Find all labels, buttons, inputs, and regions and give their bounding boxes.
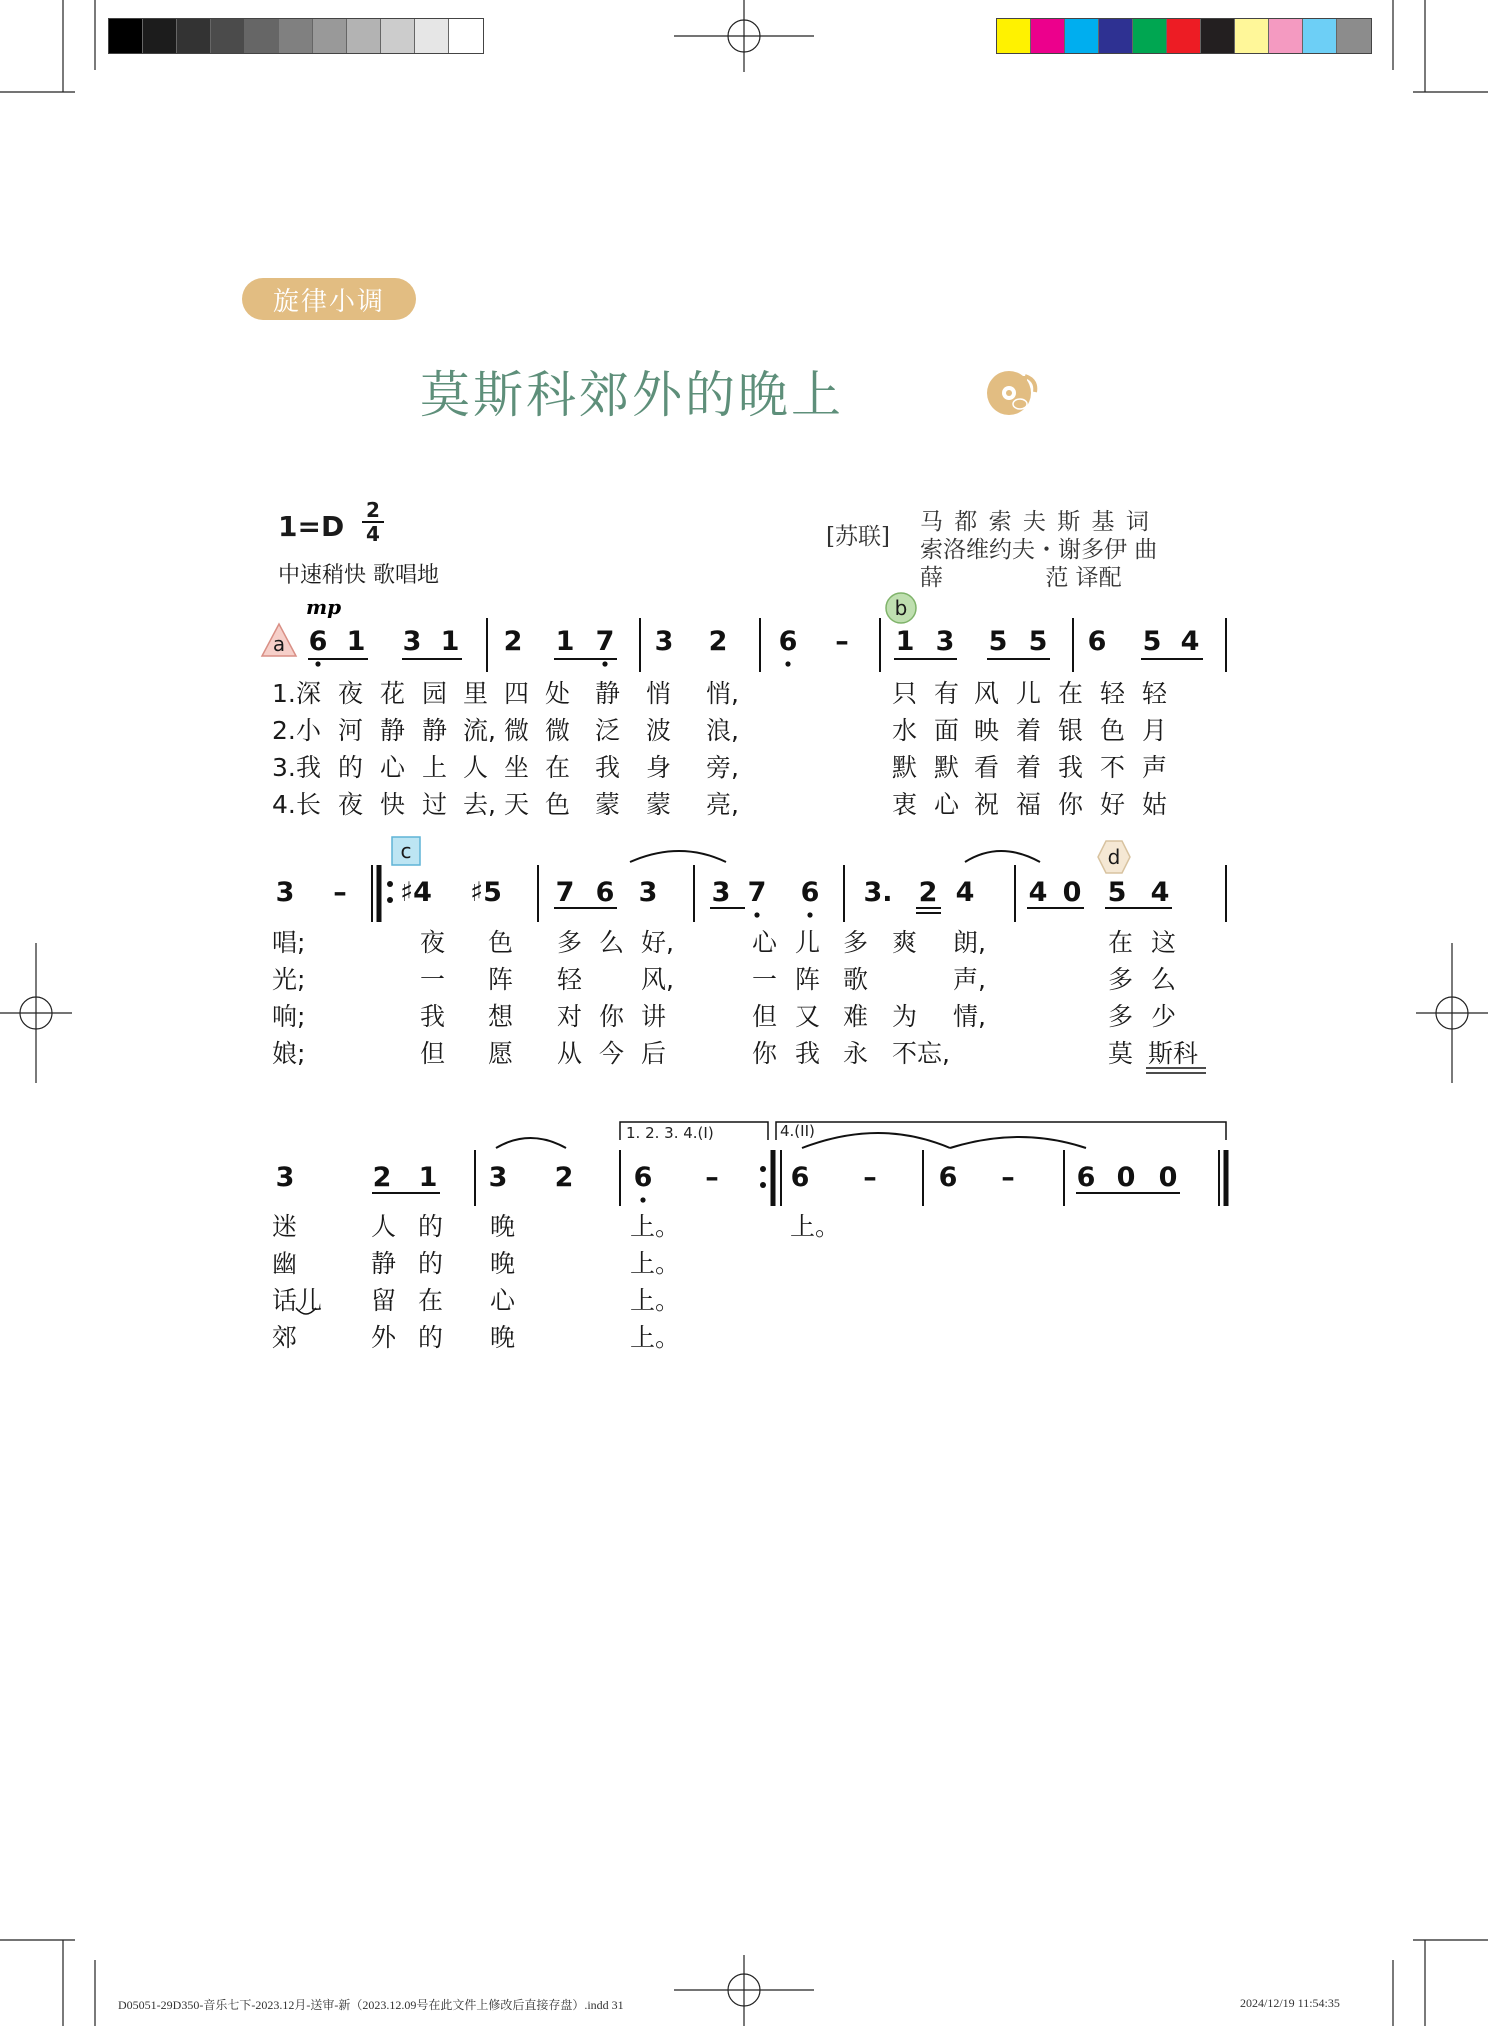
lyric-3-3-2: 留 bbox=[371, 1286, 397, 1315]
lyric-2-1-2: 夜 bbox=[420, 928, 446, 957]
footer-timestamp: 2024/12/19 11:54:35 bbox=[1240, 1996, 1340, 2010]
lyric-3-2-2: 静 bbox=[371, 1249, 397, 1278]
lyric-2-2-8: 歌 bbox=[843, 965, 869, 994]
lyric-2-4-1: 娘; bbox=[272, 1039, 306, 1068]
marker-c: c bbox=[400, 839, 412, 863]
lyric-2-4-12: 斯科 bbox=[1148, 1039, 1199, 1068]
lyric-1-3-12: 默 bbox=[892, 753, 918, 782]
lyric-3-3-3: 在 bbox=[418, 1286, 444, 1315]
lyric-1-2-1: 2. bbox=[272, 716, 296, 745]
lyric-2-4-3: 愿 bbox=[488, 1039, 514, 1068]
time-signature-top: 2 bbox=[366, 498, 380, 522]
credit-country: [苏联] bbox=[826, 524, 890, 550]
note-2-13: 4 bbox=[955, 877, 975, 908]
lyric-2-1-8: 儿 bbox=[795, 928, 821, 957]
lyric-3-4-4: 晚 bbox=[490, 1323, 516, 1352]
lyric-2-1-10: 爽 bbox=[892, 928, 918, 957]
lyric-3-1-5: 上。 bbox=[630, 1212, 681, 1241]
lyric-2-3-7: 但 bbox=[752, 1002, 778, 1031]
lyric-1-1-16: 在 bbox=[1058, 679, 1084, 708]
octave-dot bbox=[640, 1197, 645, 1202]
lyric-1-3-11: 旁, bbox=[706, 753, 739, 782]
lyric-1-4-18: 姑 bbox=[1142, 790, 1168, 819]
lyric-1-4-15: 福 bbox=[1016, 790, 1042, 819]
lyric-2-4-9: 永 bbox=[843, 1039, 869, 1068]
lyric-1-1-10: 悄 bbox=[646, 679, 672, 708]
lyric-1-1-3: 夜 bbox=[338, 679, 364, 708]
lyric-1-2-7: 微 bbox=[504, 716, 530, 745]
lyric-1-4-3: 夜 bbox=[338, 790, 364, 819]
lyric-1-3-9: 我 bbox=[595, 753, 621, 782]
lyric-1-4-4: 快 bbox=[380, 790, 406, 819]
lyric-2-1-6: 好, bbox=[641, 928, 674, 957]
note-2-3: ♯4 bbox=[400, 877, 432, 908]
note-3-6: 6 bbox=[633, 1162, 653, 1193]
lyric-2-3-10: 为 bbox=[892, 1002, 918, 1031]
lyric-2-2-10: 多 bbox=[1108, 965, 1134, 994]
note-1-6: 1 bbox=[555, 626, 575, 657]
note-3-12: 6 bbox=[1076, 1162, 1096, 1193]
note-1-4: 1 bbox=[440, 626, 460, 657]
note-1-1: 6 bbox=[308, 626, 328, 657]
lyric-2-4-8: 我 bbox=[795, 1039, 821, 1068]
lyric-1-2-11: 浪, bbox=[706, 716, 739, 745]
note-1-2: 1 bbox=[346, 626, 366, 657]
note-2-7: 3 bbox=[638, 877, 658, 908]
lyric-2-1-9: 多 bbox=[843, 928, 869, 957]
note-2-6: 6 bbox=[595, 877, 615, 908]
note-2-2: – bbox=[333, 877, 347, 908]
lyric-2-4-11: 莫 bbox=[1108, 1039, 1134, 1068]
lyric-3-1-4: 晚 bbox=[490, 1212, 516, 1241]
note-1-8: 3 bbox=[654, 626, 674, 657]
lyrics-layer bbox=[272, 679, 1198, 1352]
lyric-1-3-4: 心 bbox=[380, 753, 406, 782]
lyric-1-3-7: 坐 bbox=[504, 753, 530, 782]
note-2-10: 6 bbox=[800, 877, 820, 908]
lyric-2-1-11: 朗, bbox=[953, 928, 986, 957]
lyric-1-3-15: 着 bbox=[1016, 753, 1042, 782]
lyric-1-2-5: 静 bbox=[422, 716, 448, 745]
lyric-2-2-9: 声, bbox=[953, 965, 986, 994]
lyric-3-3-4: 心 bbox=[490, 1286, 516, 1315]
lyric-2-4-6: 后 bbox=[641, 1039, 667, 1068]
lyric-1-2-17: 色 bbox=[1100, 716, 1126, 745]
lyric-3-1-2: 人 bbox=[371, 1212, 397, 1241]
lyric-1-4-9: 蒙 bbox=[595, 790, 621, 819]
lyric-1-3-10: 身 bbox=[646, 753, 672, 782]
lyric-1-3-16: 我 bbox=[1058, 753, 1084, 782]
marker-d: d bbox=[1107, 845, 1121, 869]
lyric-1-3-14: 看 bbox=[974, 753, 1000, 782]
lyric-2-3-13: 少 bbox=[1151, 1002, 1177, 1031]
lyric-3-1-3: 的 bbox=[418, 1212, 444, 1241]
lyric-1-3-2: 我 bbox=[296, 753, 322, 782]
dynamic-mark: mp bbox=[306, 595, 342, 619]
octave-dot bbox=[602, 661, 607, 666]
lyric-3-4-2: 外 bbox=[371, 1323, 397, 1352]
lyric-1-1-18: 轻 bbox=[1142, 679, 1168, 708]
lyric-1-4-8: 色 bbox=[545, 790, 571, 819]
note-3-14: 0 bbox=[1158, 1162, 1178, 1193]
lyric-1-2-15: 着 bbox=[1016, 716, 1042, 745]
note-2-12: 2 bbox=[918, 877, 938, 908]
note-2-1: 3 bbox=[275, 877, 295, 908]
octave-dot bbox=[754, 912, 759, 917]
lyric-1-2-13: 面 bbox=[934, 716, 960, 745]
octave-dot bbox=[807, 912, 812, 917]
tempo-marking: 中速稍快 歌唱地 bbox=[278, 563, 439, 588]
notes-layer bbox=[276, 626, 1200, 1203]
lyric-2-3-8: 又 bbox=[795, 1002, 821, 1031]
lyric-3-2-3: 的 bbox=[418, 1249, 444, 1278]
note-1-9: 2 bbox=[708, 626, 728, 657]
lyric-2-2-7: 阵 bbox=[795, 965, 821, 994]
lyric-2-3-5: 你 bbox=[599, 1002, 625, 1031]
time-signature-bottom: 4 bbox=[366, 522, 380, 546]
note-3-11: – bbox=[1001, 1162, 1015, 1193]
note-2-8: 3 bbox=[711, 877, 731, 908]
lyric-1-1-15: 儿 bbox=[1016, 679, 1042, 708]
note-1-14: 5 bbox=[988, 626, 1008, 657]
lyric-2-1-7: 心 bbox=[752, 928, 778, 957]
note-3-9: – bbox=[863, 1162, 877, 1193]
lyric-1-2-2: 小 bbox=[296, 716, 322, 745]
lyric-1-4-5: 过 bbox=[422, 790, 448, 819]
lyric-2-1-5: 么 bbox=[599, 928, 625, 957]
lyric-1-1-14: 风 bbox=[974, 679, 1000, 708]
lyric-2-1-3: 色 bbox=[488, 928, 514, 957]
lyric-3-1-1: 迷 bbox=[272, 1212, 298, 1241]
note-3-8: 6 bbox=[790, 1162, 810, 1193]
lyric-1-1-5: 园 bbox=[422, 679, 448, 708]
credit-translator: 薛 范 译配 bbox=[920, 565, 1122, 591]
lyric-3-1-6: 上。 bbox=[790, 1212, 841, 1241]
song-title: 莫斯科郊外的晚上 bbox=[420, 366, 844, 424]
section-tag: 旋律小调 bbox=[242, 278, 416, 320]
note-2-5: 7 bbox=[555, 877, 575, 908]
note-1-3: 3 bbox=[402, 626, 422, 657]
lyric-3-2-4: 晚 bbox=[490, 1249, 516, 1278]
note-3-1: 3 bbox=[275, 1162, 295, 1193]
lyric-1-1-8: 处 bbox=[545, 679, 571, 708]
note-1-15: 5 bbox=[1028, 626, 1048, 657]
lyric-1-4-1: 4. bbox=[272, 790, 296, 819]
lyric-2-3-1: 响; bbox=[272, 1002, 306, 1031]
lyric-1-4-10: 蒙 bbox=[646, 790, 672, 819]
lyric-3-2-5: 上。 bbox=[630, 1249, 681, 1278]
lyric-2-1-1: 唱; bbox=[272, 928, 306, 957]
lyric-2-2-5: 风, bbox=[641, 965, 674, 994]
lyric-2-2-4: 轻 bbox=[557, 965, 583, 994]
note-3-4: 3 bbox=[488, 1162, 508, 1193]
lyric-2-4-2: 但 bbox=[420, 1039, 446, 1068]
lyric-1-4-2: 长 bbox=[296, 790, 322, 819]
lyric-3-3-5: 上。 bbox=[630, 1286, 681, 1315]
lyric-1-1-9: 静 bbox=[595, 679, 621, 708]
lyric-1-2-10: 波 bbox=[646, 716, 672, 745]
note-2-16: 5 bbox=[1107, 877, 1127, 908]
lyric-2-2-6: 一 bbox=[752, 965, 778, 994]
lyric-2-4-7: 你 bbox=[752, 1039, 778, 1068]
octave-dot bbox=[315, 661, 320, 666]
lyric-2-2-1: 光; bbox=[272, 965, 306, 994]
lyric-3-4-3: 的 bbox=[418, 1323, 444, 1352]
lyric-1-2-14: 映 bbox=[974, 716, 1000, 745]
marker-b: b bbox=[894, 596, 908, 620]
lyric-1-4-16: 你 bbox=[1058, 790, 1084, 819]
lyric-3-2-1: 幽 bbox=[272, 1249, 298, 1278]
credit-lyricist: 马 都 索 夫 斯 基 词 bbox=[920, 509, 1151, 535]
lyric-2-2-3: 阵 bbox=[488, 965, 514, 994]
lyric-3-4-1: 郊 bbox=[272, 1323, 298, 1352]
key-signature: 1=D bbox=[278, 510, 345, 543]
lyric-1-2-8: 微 bbox=[545, 716, 571, 745]
note-1-5: 2 bbox=[503, 626, 523, 657]
lyric-1-2-12: 水 bbox=[892, 716, 918, 745]
credit-composer: 索洛维约夫・谢多伊 曲 bbox=[920, 537, 1158, 563]
lyric-1-2-16: 银 bbox=[1058, 716, 1084, 745]
lyric-3-3-1: 话儿 bbox=[272, 1286, 323, 1315]
lyric-1-3-1: 3. bbox=[272, 753, 296, 782]
note-2-4: ♯5 bbox=[470, 877, 502, 908]
lyric-2-3-12: 多 bbox=[1108, 1002, 1134, 1031]
lyric-1-4-14: 祝 bbox=[974, 790, 1000, 819]
note-3-10: 6 bbox=[938, 1162, 958, 1193]
lyric-1-4-6: 去, bbox=[463, 790, 496, 819]
lyric-1-3-8: 在 bbox=[545, 753, 571, 782]
lyric-1-1-7: 四 bbox=[504, 679, 530, 708]
note-1-18: 4 bbox=[1180, 626, 1200, 657]
volta-1-label: 1. 2. 3. 4.(I) bbox=[626, 1124, 714, 1142]
note-3-2: 2 bbox=[372, 1162, 392, 1193]
note-1-17: 5 bbox=[1142, 626, 1162, 657]
note-3-13: 0 bbox=[1116, 1162, 1136, 1193]
lyric-1-2-18: 月 bbox=[1142, 716, 1168, 745]
lyric-2-3-6: 讲 bbox=[641, 1002, 667, 1031]
lyric-1-2-4: 静 bbox=[380, 716, 406, 745]
lyric-2-1-4: 多 bbox=[557, 928, 583, 957]
lyric-2-1-13: 这 bbox=[1151, 928, 1177, 957]
lyric-1-4-13: 心 bbox=[934, 790, 960, 819]
lyric-1-3-5: 上 bbox=[422, 753, 448, 782]
lyric-2-3-4: 对 bbox=[557, 1002, 583, 1031]
lyric-3-4-5: 上。 bbox=[630, 1323, 681, 1352]
note-3-3: 1 bbox=[418, 1162, 438, 1193]
note-1-12: 1 bbox=[895, 626, 915, 657]
note-1-11: – bbox=[835, 626, 849, 657]
volta-2-label: 4.(II) bbox=[780, 1122, 815, 1140]
lyric-1-3-13: 默 bbox=[934, 753, 960, 782]
lyric-2-4-4: 从 bbox=[557, 1039, 583, 1068]
lyric-1-1-17: 轻 bbox=[1100, 679, 1126, 708]
note-3-7: – bbox=[705, 1162, 719, 1193]
lyric-1-1-1: 1. bbox=[272, 679, 296, 708]
lyric-1-1-6: 里 bbox=[463, 679, 489, 708]
lyric-1-4-7: 天 bbox=[504, 790, 530, 819]
lyric-1-4-11: 亮, bbox=[706, 790, 739, 819]
note-1-10: 6 bbox=[778, 626, 798, 657]
lyric-2-3-11: 情, bbox=[953, 1002, 986, 1031]
note-2-17: 4 bbox=[1150, 877, 1170, 908]
lyric-1-1-2: 深 bbox=[296, 679, 322, 708]
lyric-1-1-13: 有 bbox=[934, 679, 960, 708]
lyric-2-3-2: 我 bbox=[420, 1002, 446, 1031]
lyric-2-3-9: 难 bbox=[843, 1002, 869, 1031]
note-2-9: 7 bbox=[747, 877, 767, 908]
lyric-1-2-6: 流, bbox=[463, 716, 496, 745]
lyric-1-3-3: 的 bbox=[338, 753, 364, 782]
lyric-1-2-3: 河 bbox=[338, 716, 364, 745]
marker-a: a bbox=[272, 632, 286, 656]
footer-file-info: D05051-29D350-音乐七下-2023.12月-送审-新（2023.12.09号在此文件上修改后直接存盘）.indd 31 bbox=[118, 1998, 624, 2012]
lyric-2-2-11: 么 bbox=[1151, 965, 1177, 994]
lyric-2-1-12: 在 bbox=[1108, 928, 1134, 957]
note-2-14: 4 bbox=[1028, 877, 1048, 908]
note-1-16: 6 bbox=[1087, 626, 1107, 657]
lyric-1-3-17: 不 bbox=[1100, 753, 1126, 782]
lyric-1-2-9: 泛 bbox=[595, 716, 621, 745]
note-2-11: 3. bbox=[863, 877, 893, 908]
lyric-1-3-18: 声 bbox=[1142, 753, 1168, 782]
lyric-1-3-6: 人 bbox=[463, 753, 489, 782]
note-1-13: 3 bbox=[935, 626, 955, 657]
lyric-2-4-10: 不忘, bbox=[892, 1039, 950, 1068]
lyric-1-1-11: 悄, bbox=[706, 679, 739, 708]
lyric-1-1-4: 花 bbox=[380, 679, 406, 708]
lyric-2-3-3: 想 bbox=[488, 1002, 514, 1031]
lyric-2-4-5: 今 bbox=[599, 1039, 625, 1068]
lyric-1-1-12: 只 bbox=[892, 679, 918, 708]
note-2-15: 0 bbox=[1062, 877, 1082, 908]
octave-dot bbox=[785, 661, 790, 666]
lyric-1-4-12: 衷 bbox=[892, 790, 918, 819]
note-3-5: 2 bbox=[554, 1162, 574, 1193]
lyric-2-2-2: 一 bbox=[420, 965, 446, 994]
lyric-1-4-17: 好 bbox=[1100, 790, 1126, 819]
note-1-7: 7 bbox=[595, 626, 615, 657]
